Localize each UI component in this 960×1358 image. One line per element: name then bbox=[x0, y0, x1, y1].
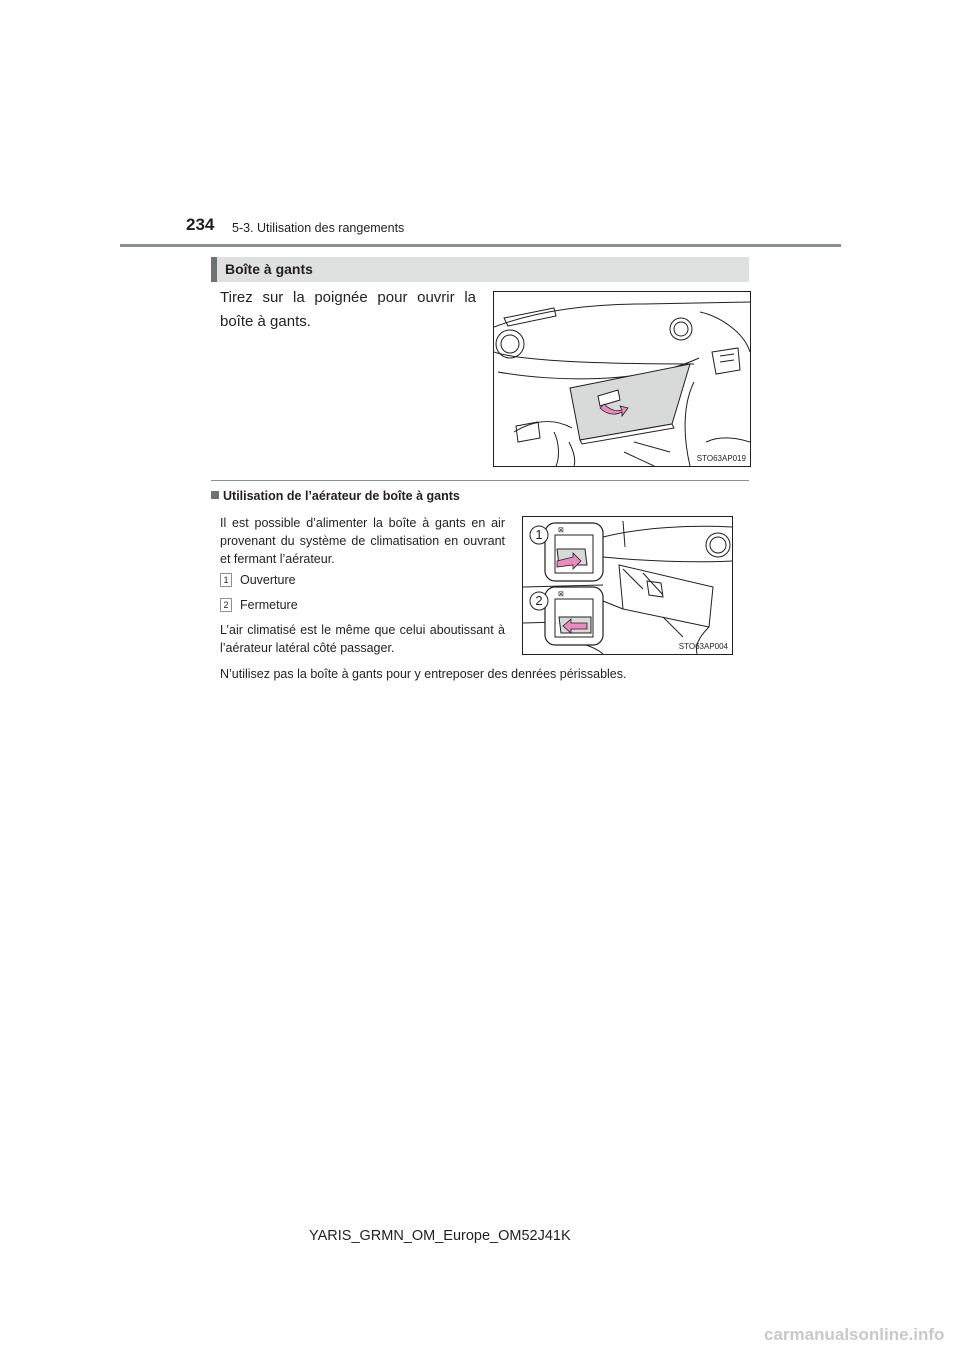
figure-code: STO63AP004 bbox=[678, 642, 728, 651]
figure-code: STO63AP019 bbox=[696, 454, 746, 463]
svg-text:⊠: ⊠ bbox=[558, 591, 564, 598]
air-note-text: L’air climatisé est le même que celui aboutissant à l’aérateur latéral côté passager. bbox=[220, 623, 505, 655]
header-divider bbox=[120, 244, 841, 247]
step-open bbox=[220, 573, 296, 587]
svg-text:⊠: ⊠ bbox=[558, 527, 564, 534]
watermark-text: carmanualsonline.info bbox=[764, 1325, 945, 1344]
vent-illustration bbox=[522, 516, 733, 655]
page-number: 234 bbox=[186, 215, 215, 234]
callout-1: 1 bbox=[535, 527, 543, 542]
vent-drawing bbox=[523, 517, 732, 654]
step-number: 1 bbox=[220, 573, 232, 587]
glove-box-illustration bbox=[493, 291, 751, 467]
glove-box-drawing bbox=[494, 292, 750, 466]
subsection-divider bbox=[211, 480, 749, 481]
step-label: Ouverture bbox=[240, 573, 296, 587]
section-heading-bar bbox=[211, 257, 749, 282]
bullet-square-icon bbox=[211, 491, 219, 499]
section-title: Boîte à gants bbox=[225, 261, 313, 277]
step-label: Fermeture bbox=[240, 598, 298, 612]
vent-intro-text: Il est possible d’alimenter la boîte à gants en air provenant du système de climatisation en ouvrant et fermant l’aérateur. bbox=[220, 516, 505, 566]
callout-2: 2 bbox=[535, 593, 543, 608]
chapter-title: 5-3. Utilisation des rangements bbox=[232, 221, 405, 235]
subsection-heading bbox=[211, 489, 460, 503]
perishables-warning-text: N’utilisez pas la boîte à gants pour y entreposer des denrées périssables. bbox=[220, 667, 627, 681]
step-number: 2 bbox=[220, 598, 232, 612]
document-id: YARIS_GRMN_OM_Europe_OM52J41K bbox=[309, 1228, 571, 1244]
section-heading-accent bbox=[211, 257, 217, 282]
subsection-title: Utilisation de l’aérateur de boîte à gants bbox=[223, 489, 460, 503]
step-close bbox=[220, 598, 298, 612]
glove-box-instruction: Tirez sur la poignée pour ouvrir la boîte à gants. bbox=[220, 289, 476, 330]
watermark-logo bbox=[764, 1323, 954, 1350]
